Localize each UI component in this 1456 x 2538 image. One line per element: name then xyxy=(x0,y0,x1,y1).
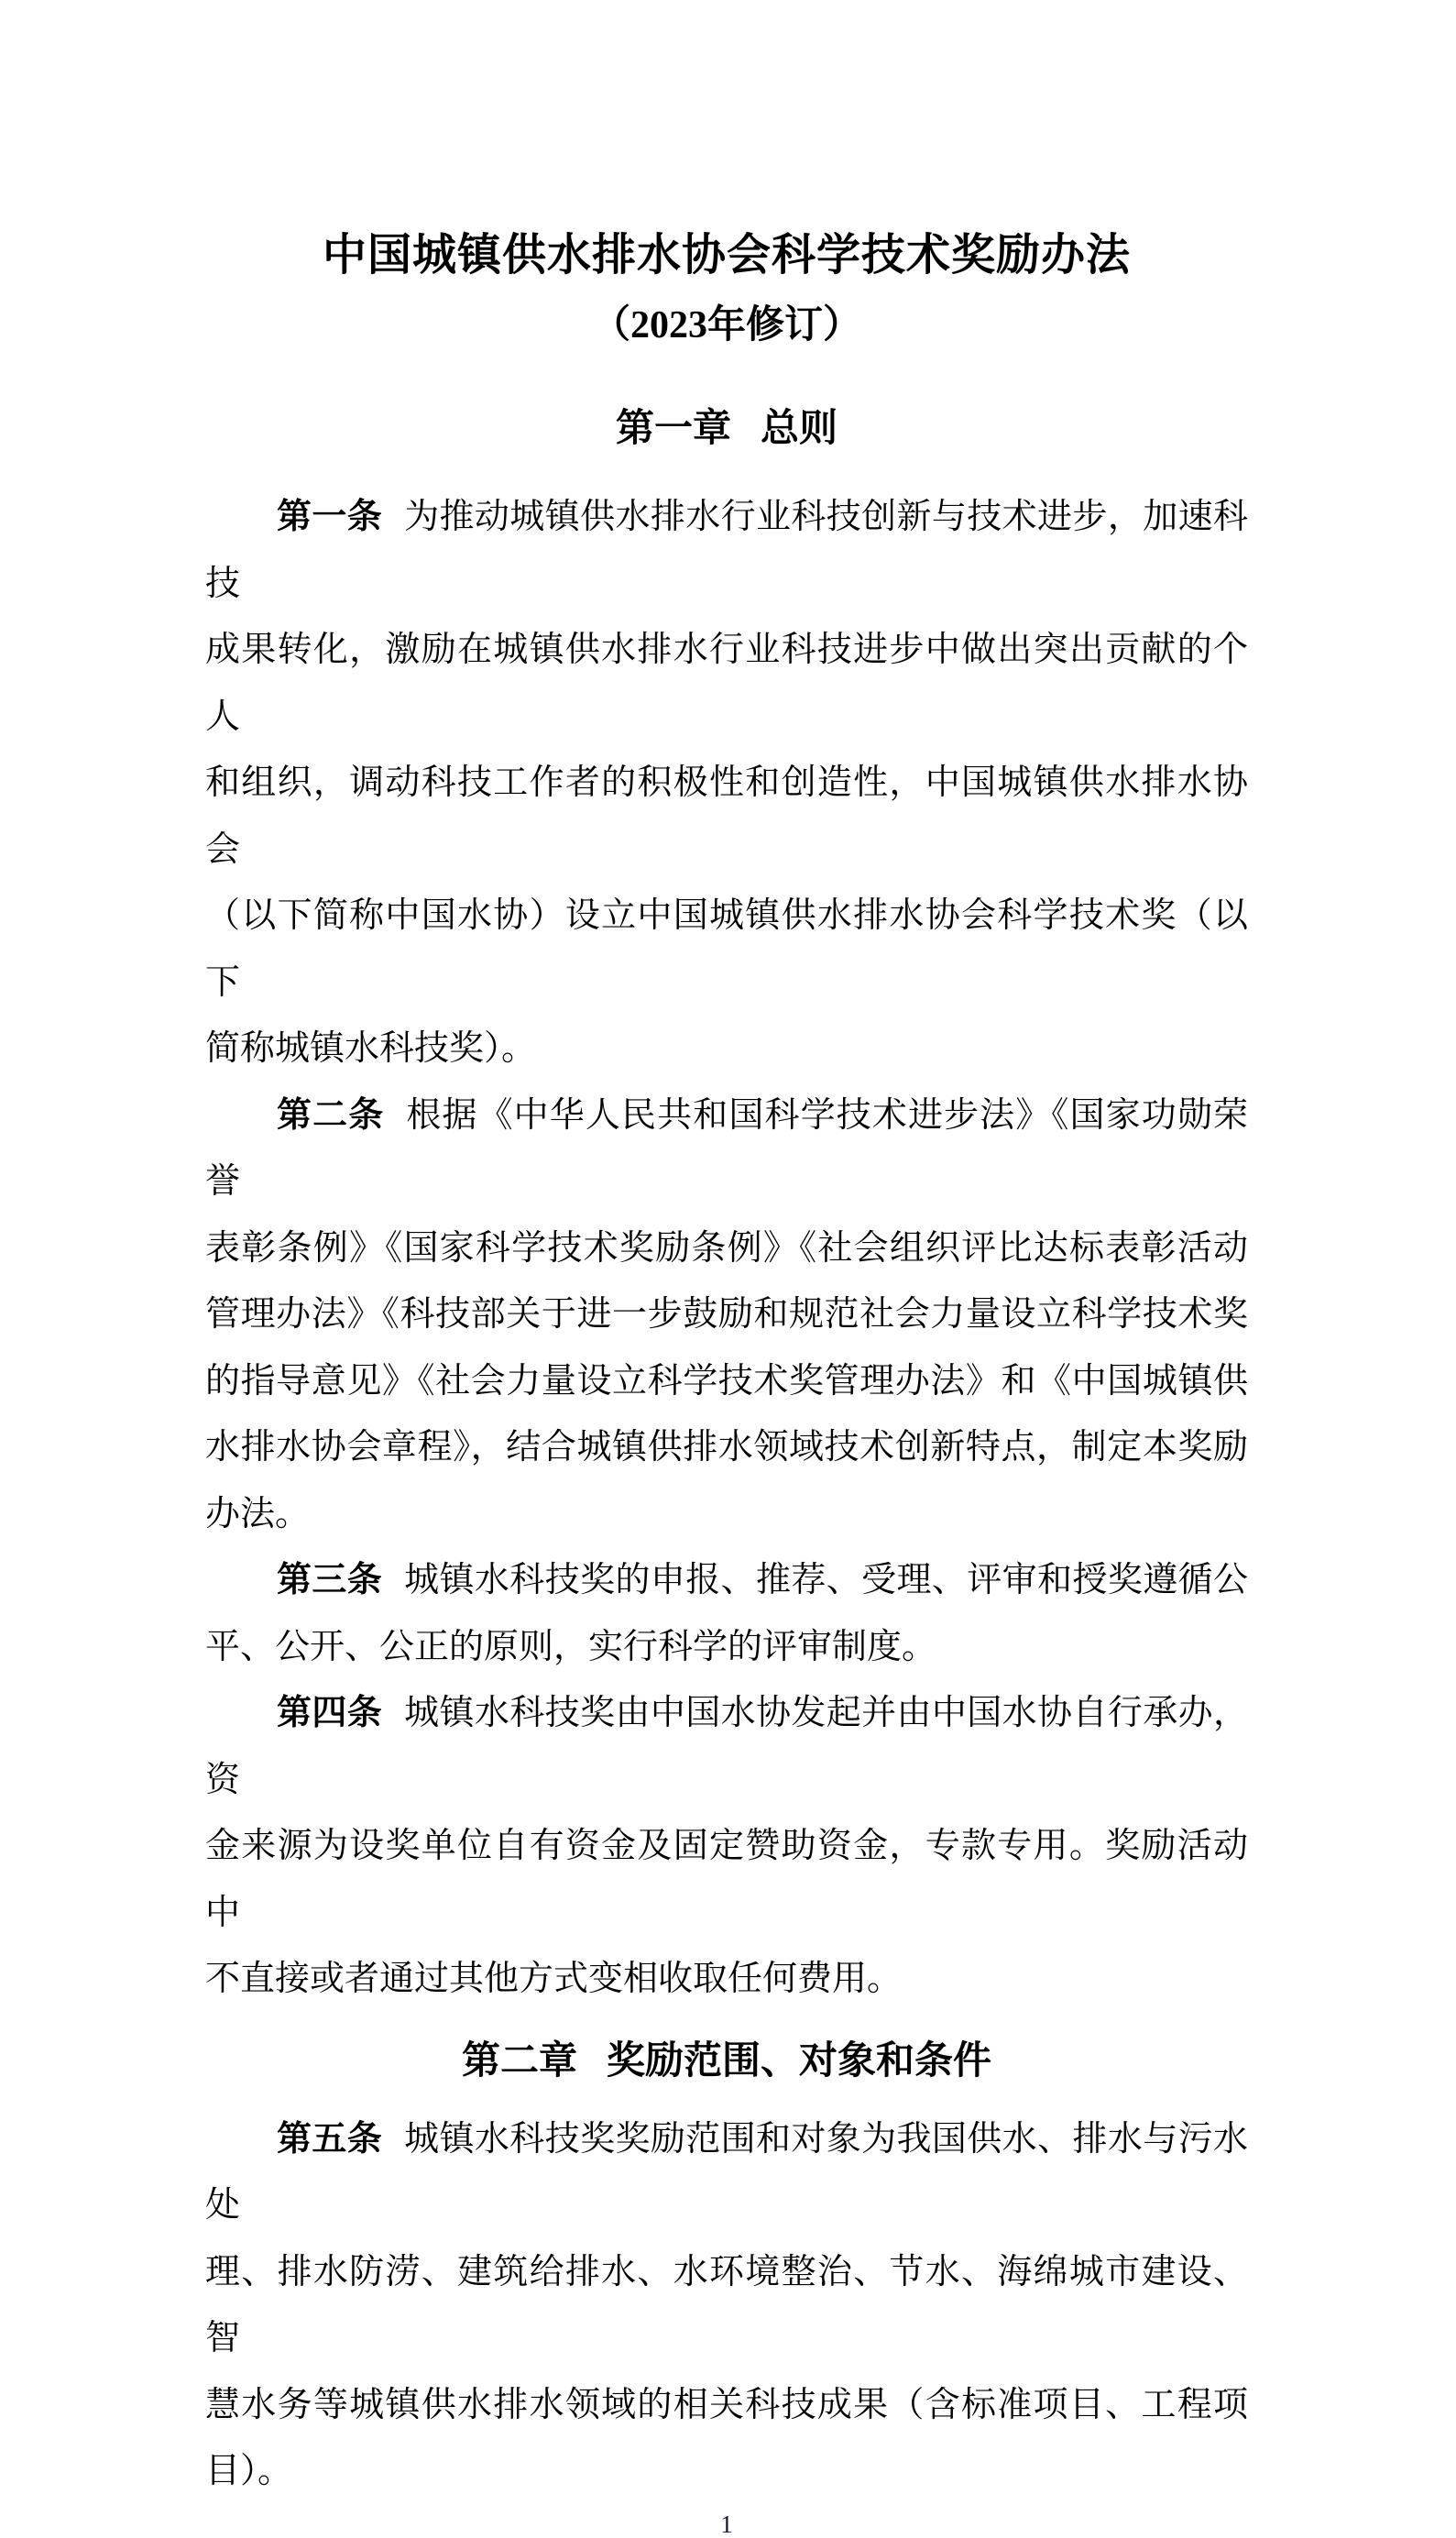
article-line: 的指导意见》《社会力量设立科学技术奖管理办法》和《中国城镇供 xyxy=(205,1361,1248,1401)
article-line: 理、排水防涝、建筑给排水、水环境整治、节水、海绵城市建设、智 xyxy=(205,2252,1248,2357)
article-line: 平、公开、公正的原则，实行科学的评审制度。 xyxy=(205,1627,937,1666)
article-line: 不直接或者通过其他方式变相收取任何费用。 xyxy=(205,1960,903,1998)
article-line: 成果转化，激励在城镇供水排水行业科技进步中做出突出贡献的个人 xyxy=(205,631,1248,736)
page-number: 1 xyxy=(720,2510,733,2538)
article-2 xyxy=(205,1082,1248,1548)
article-line xyxy=(205,484,1248,617)
article-4-label: 第四条 xyxy=(277,1694,383,1732)
document-title: 中国城镇供水排水协会科学技术奖励办法 xyxy=(322,231,1131,280)
article-1 xyxy=(205,484,1248,1082)
article-line: （以下简称中国水协）设立中国城镇供水排水协会科学技术奖（以下 xyxy=(205,896,1248,1002)
article-line: 目）。 xyxy=(205,2452,293,2490)
article-5-text: 城镇水科技奖奖励范围和对象为我国供水、排水与污水处 xyxy=(205,2119,1248,2225)
article-line: 办法。 xyxy=(205,1494,311,1533)
article-line xyxy=(205,2106,1248,2239)
article-line: 和组织，调动科技工作者的积极性和创造性，中国城镇供水排水协会 xyxy=(205,764,1248,869)
chapter-2-number: 第二章 xyxy=(461,2038,577,2082)
article-3 xyxy=(205,1547,1248,1680)
article-1-text: 为推动城镇供水排水行业科技创新与技术进步，加速科技 xyxy=(205,498,1248,603)
article-2-text: 根据《中华人民共和国科学技术进步法》《国家功勋荣誉 xyxy=(205,1095,1248,1201)
chapter-heading-1 xyxy=(205,393,1248,463)
article-line xyxy=(205,1680,1248,1813)
article-line: 金来源为设奖单位自有资金及固定赞助资金，专款专用。奖励活动中 xyxy=(205,1827,1248,1932)
article-3-label: 第三条 xyxy=(277,1561,383,1599)
chapter-heading-2 xyxy=(205,2026,1248,2095)
article-1-label: 第一条 xyxy=(277,498,383,536)
article-4-text: 城镇水科技奖由中国水协发起并由中国水协自行承办，资 xyxy=(205,1694,1248,1799)
article-5-label: 第五条 xyxy=(277,2119,383,2159)
text-column xyxy=(205,0,1248,2538)
article-3-text: 城镇水科技奖的申报、推荐、受理、评审和授奖遵循公 xyxy=(404,1561,1248,1599)
article-4 xyxy=(205,1680,1248,2013)
article-line: 表彰条例》《国家科学技术奖励条例》《社会组织评比达标表彰活动 xyxy=(205,1228,1248,1268)
document-subtitle: （2023年修订） xyxy=(591,304,861,346)
article-line: 管理办法》《科技部关于进一步鼓励和规范社会力量设立科学技术奖 xyxy=(205,1295,1248,1334)
chapter-1-number: 第一章 xyxy=(615,406,731,449)
chapter-2-title: 奖励范围、对象和条件 xyxy=(607,2038,992,2082)
article-2-label: 第二条 xyxy=(277,1095,385,1135)
article-line: 水排水协会章程》，结合城镇供排水领域技术创新特点，制定本奖励 xyxy=(205,1428,1248,1467)
article-line xyxy=(205,1547,1248,1614)
article-line xyxy=(205,1082,1248,1215)
article-line: 简称城镇水科技奖）。 xyxy=(205,1029,537,1068)
chapter-1-title: 总则 xyxy=(761,406,838,449)
article-line: 慧水务等城镇供水排水领域的相关科技成果（含标准项目、工程项 xyxy=(205,2385,1248,2424)
article-5 xyxy=(205,2106,1248,2505)
